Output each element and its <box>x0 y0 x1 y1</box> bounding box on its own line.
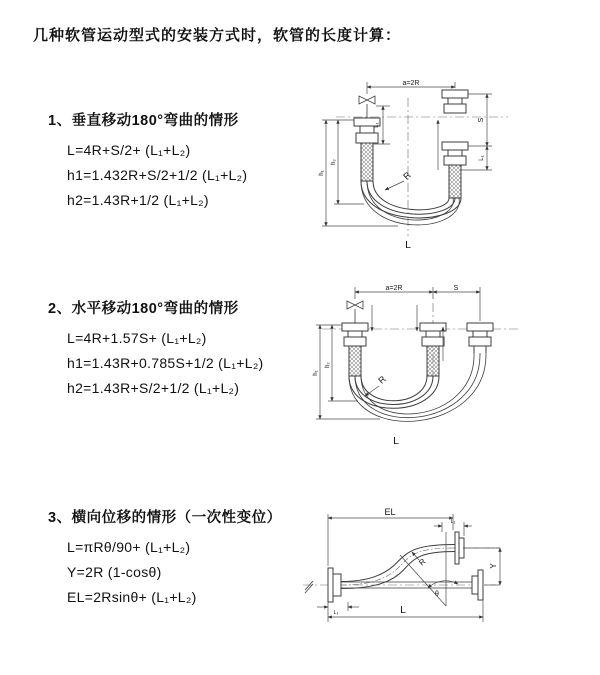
left-fitting <box>342 323 368 376</box>
hose-bend-displaced <box>349 353 486 421</box>
section-1-title: 垂直移动180°弯曲的情形 <box>71 113 239 129</box>
section-1-heading <box>48 113 247 129</box>
section-2 <box>48 301 264 401</box>
right-fitting-upper <box>442 90 468 113</box>
section-1 <box>48 113 247 213</box>
formula-y: Y=2R (1-cosθ) <box>67 564 162 580</box>
dim-label-a2r: a=2R <box>385 285 403 292</box>
formula-l: L=4R+S/2+ (L₁+L₂) <box>67 142 191 158</box>
dimension-a2r <box>355 285 433 299</box>
dim-label-h2: h₂ <box>325 362 331 368</box>
dim-label-h1: h₁ <box>319 170 325 176</box>
valve-icon <box>359 96 375 118</box>
diagram-horizontal-180 <box>308 283 536 455</box>
hose-bend <box>361 181 461 225</box>
formula-h2: h2=1.43R+S/2+1/2 (L₁+L₂) <box>67 380 240 396</box>
formula-h1: h1=1.43R+0.785S+1/2 (L₁+L₂) <box>67 355 264 371</box>
formula-l: L=πRθ/90+ (L₁+L₂) <box>67 539 191 555</box>
section-2-number: 2、 <box>48 301 72 317</box>
dim-label-h2: h₂ <box>331 159 337 165</box>
dim-label-h1: h₁ <box>313 370 319 376</box>
dim-label-s: S <box>453 285 459 292</box>
section-2-formulas <box>67 326 264 401</box>
dim-label-el: EL <box>384 507 396 517</box>
section-3-number: 3、 <box>48 510 72 526</box>
dimension-el <box>328 507 453 566</box>
dim-label-l1-bottom: L₁ <box>333 610 339 616</box>
dim-label-y: Y <box>489 563 498 569</box>
radius-callout <box>385 170 413 190</box>
length-label: L <box>393 435 399 447</box>
section-3 <box>48 510 282 610</box>
section-3-heading <box>48 510 282 526</box>
middle-fitting <box>420 323 446 376</box>
right-fitting <box>467 323 493 353</box>
radius-label: R <box>401 169 413 182</box>
radius-label: R <box>376 373 388 386</box>
dimension-s <box>468 94 492 146</box>
section-2-title: 水平移动180°弯曲的情形 <box>71 301 239 317</box>
dim-label-a2r: a=2R <box>402 80 420 87</box>
length-label: L <box>400 604 406 616</box>
dim-label-l1-top: L₁ <box>450 519 456 525</box>
formula-h2: h2=1.43R+1/2 (L₁+L₂) <box>67 192 209 208</box>
page-title: 几种软管运动型式的安装方式时，软管的长度计算： <box>33 27 402 44</box>
section-3-title: 横向位移的情形（一次性变位） <box>71 510 282 526</box>
section-3-formulas <box>67 535 282 610</box>
formula-h1: h1=1.432R+S/2+1/2 (L₁+L₂) <box>67 167 248 183</box>
dimension-l <box>328 600 483 622</box>
formula-l: L=4R+1.57S+ (L₁+L₂) <box>67 330 207 346</box>
valve-icon <box>347 301 363 323</box>
section-1-number: 1、 <box>48 113 72 129</box>
dimension-l1-bottom <box>317 602 359 616</box>
section-1-formulas <box>67 138 247 213</box>
dim-label-l1-right: L₁ <box>479 155 485 161</box>
angle-construction <box>400 532 458 606</box>
radius-label: R <box>417 556 428 568</box>
formula-el: EL=2Rsinθ+ (L₁+L₂) <box>67 589 197 605</box>
dimension-s <box>433 285 480 321</box>
diagram-vertical-180 <box>312 78 524 250</box>
hose-bend-near <box>349 373 439 408</box>
left-flange <box>328 568 341 602</box>
lower-right-flange <box>472 570 483 600</box>
length-label: L <box>405 239 411 250</box>
upper-right-flange <box>455 532 464 564</box>
dim-label-s: S <box>478 117 485 123</box>
dim-label-l1-left: L₁ <box>374 122 380 128</box>
diagram-lateral-displacement <box>300 496 508 644</box>
pipe-break-mark <box>305 581 313 593</box>
angle-label: θ <box>435 591 439 598</box>
section-2-heading <box>48 301 264 317</box>
